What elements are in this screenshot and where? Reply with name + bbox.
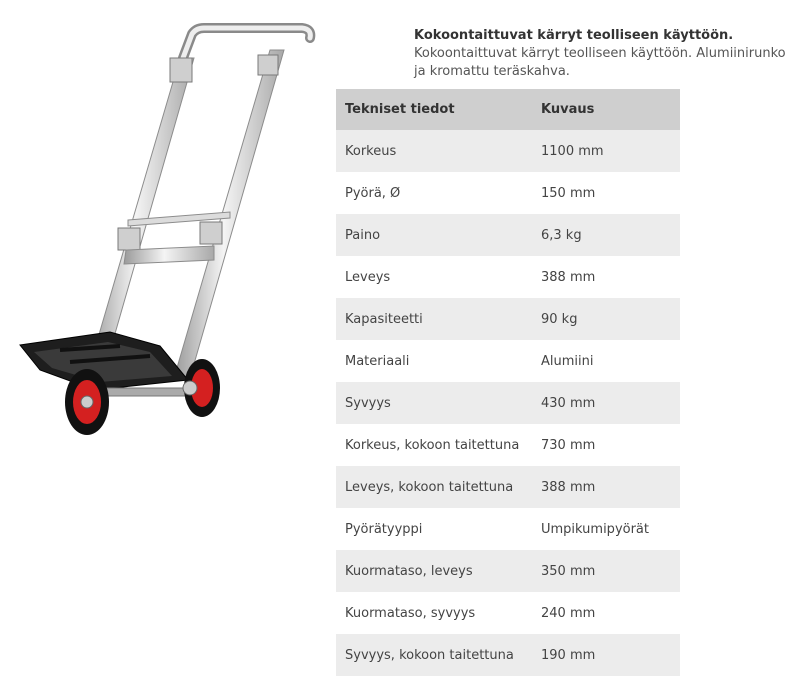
column-header-specs: Tekniset tiedot (336, 89, 532, 130)
table-row (336, 592, 680, 634)
table-header-row (336, 89, 680, 130)
spec-name: Pyörätyyppi (336, 508, 532, 550)
spec-value: 388 mm (532, 466, 680, 508)
product-description: Kokoontaittuvat kärryt teolliseen käyttöön. Alumiinirunko ja kromattu teräskahva. (414, 46, 786, 79)
table-row (336, 550, 680, 592)
spec-name: Korkeus, kokoon taitettuna (336, 424, 532, 466)
spec-value: 430 mm (532, 382, 680, 424)
spec-name: Syvyys, kokoon taitettuna (336, 634, 532, 676)
spec-value: 388 mm (532, 256, 680, 298)
table-row (336, 508, 680, 550)
table-row (336, 424, 680, 466)
specs-table (336, 89, 680, 676)
table-row (336, 172, 680, 214)
spec-name: Kuormataso, syvyys (336, 592, 532, 634)
spec-value: Umpikumipyörät (532, 508, 680, 550)
spec-value: 90 kg (532, 298, 680, 340)
table-row (336, 130, 680, 172)
spec-value: 6,3 kg (532, 214, 680, 256)
spec-name: Pyörä, Ø (336, 172, 532, 214)
table-row (336, 298, 680, 340)
spec-name: Kapasiteetti (336, 298, 532, 340)
spec-name: Paino (336, 214, 532, 256)
spec-value: 730 mm (532, 424, 680, 466)
spec-value: 190 mm (532, 634, 680, 676)
spec-value: 240 mm (532, 592, 680, 634)
product-image (0, 0, 330, 470)
table-row (336, 214, 680, 256)
table-row (336, 256, 680, 298)
spec-value: 1100 mm (532, 130, 680, 172)
table-row (336, 466, 680, 508)
table-row (336, 340, 680, 382)
spec-name: Korkeus (336, 130, 532, 172)
product-intro (414, 27, 797, 81)
spec-name: Kuormataso, leveys (336, 550, 532, 592)
table-row (336, 382, 680, 424)
spec-value: 150 mm (532, 172, 680, 214)
spec-name: Leveys (336, 256, 532, 298)
spec-value: Alumiini (532, 340, 680, 382)
spec-value: 350 mm (532, 550, 680, 592)
spec-name: Leveys, kokoon taitettuna (336, 466, 532, 508)
spec-name: Materiaali (336, 340, 532, 382)
column-header-description: Kuvaus (532, 89, 680, 130)
product-title: Kokoontaittuvat kärryt teolliseen käyttöön. (414, 28, 734, 43)
table-row (336, 634, 680, 676)
spec-name: Syvyys (336, 382, 532, 424)
